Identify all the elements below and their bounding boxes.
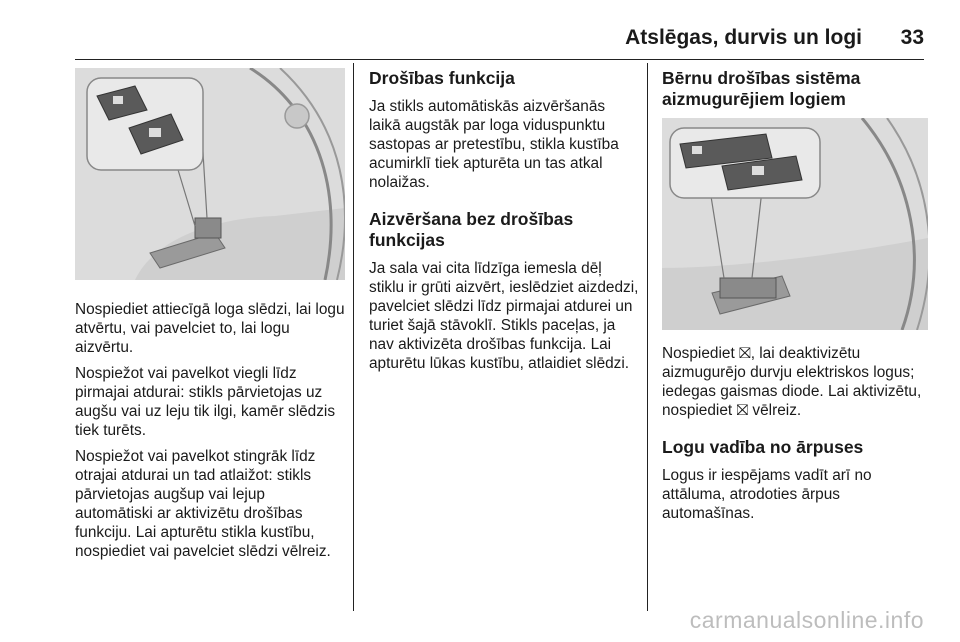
col2-paragraph-2: Ja sala vai cita līdzīga iemesla dēļ stiklu ir grūti aizvērt, ieslēdziet aizdedzi, pavelciet slēdzi līdz pirmajai atdurei un turiet šajā stāvoklī. Stikls paceļas, ja nav aktivizēta drošības funkcija. Lai apturētu lūkas kustību, atlaidiet slēdzi. — [369, 260, 639, 372]
col2-paragraph-1: Ja stikls automātiskās aizvēršanās laikā augstāk par loga viduspunktu sastopas ar pretestību, stikla kustība acumirklī tiek apturēta un tas atkal nolaižas. — [369, 98, 619, 191]
col1-paragraph-1: Nospiediet attiecīgā loga slēdzi, lai logu atvērtu, vai pavelciet to, lai logu aizvērtu. — [75, 301, 345, 356]
running-header-title: Atslēgas, durvis un logi — [625, 26, 862, 49]
heading-child-safety: Bērnu drošības sistēma aizmugurējiem logiem — [662, 68, 861, 109]
page-number: 33 — [900, 26, 924, 49]
col1-paragraph-2: Nospiežot vai pavelkot viegli līdz pirmajai atdurai: stikls pārvietojas uz augšu vai uz leju tik ilgi, kamēr slēdzis tiek turēts. — [75, 365, 336, 439]
column-3 — [662, 68, 928, 530]
header-rule — [75, 59, 924, 60]
col1-paragraph-3: Nospiežot vai pavelkot stingrāk līdz otrajai atdurai un tad atlaižot: stikls pārvietojas augšup vai lejup automātiski ar aktivizētu drošības funkciju. Lai apturētu stikla kustību, nospiediet vai pavelciet slēdzi vēlreiz. — [75, 448, 331, 560]
child-lock-switch-illustration — [662, 118, 928, 330]
heading-safety-function: Drošības funkcija — [369, 68, 515, 88]
heading-closing-without-safety: Aizvēršana bez drošības funkcijas — [369, 209, 574, 250]
window-switch-illustration — [75, 68, 345, 280]
heading-remote-window-control: Logu vadība no ārpuses — [662, 437, 864, 457]
watermark: carmanualsonline.info — [689, 607, 924, 633]
column-divider-1 — [353, 63, 354, 611]
column-2 — [369, 68, 639, 380]
column-1 — [75, 68, 345, 568]
col3-paragraph-2: Logus ir iespējams vadīt arī no attāluma, atrodoties ārpus automašīnas. — [662, 467, 872, 522]
col3-paragraph-1: Nospiediet ⛝, lai deaktivizētu aizmugurējo durvju elektriskos logus; iedegas gaismas diode. Lai aktivizētu, nospiediet ⛝ vēlreiz. — [662, 345, 922, 419]
column-divider-2 — [647, 63, 648, 611]
